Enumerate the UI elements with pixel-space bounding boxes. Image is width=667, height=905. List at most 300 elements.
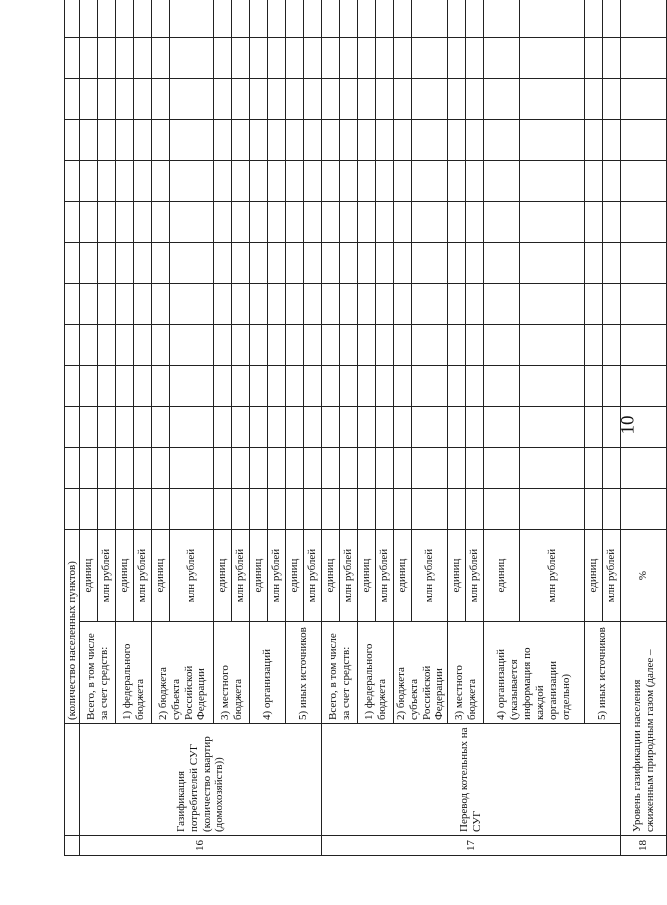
- data-cell: [322, 489, 340, 530]
- data-cell: [394, 489, 412, 530]
- data-cell: [412, 284, 448, 325]
- data-cell: [214, 79, 232, 120]
- unit-label: млн рублей: [376, 530, 394, 622]
- data-cell: [394, 120, 412, 161]
- data-cell: [80, 202, 98, 243]
- sub-indicator-label: 4) организаций: [250, 622, 286, 724]
- data-cell: [603, 202, 621, 243]
- data-cell: [116, 407, 134, 448]
- data-cell: [585, 161, 603, 202]
- data-cell: [65, 0, 80, 38]
- data-cell: [412, 202, 448, 243]
- data-cell: [585, 79, 603, 120]
- data-cell: [585, 120, 603, 161]
- data-cell: [170, 325, 214, 366]
- data-cell: [152, 366, 170, 407]
- data-cell: [250, 79, 268, 120]
- data-cell: [98, 202, 116, 243]
- data-cell: [80, 489, 98, 530]
- data-cell: [286, 161, 304, 202]
- data-cell: [268, 38, 286, 79]
- data-cell: [98, 0, 116, 38]
- data-cell: [358, 120, 376, 161]
- sub-indicator-label: 3) местного бюджета: [448, 622, 484, 724]
- gasification-table: [64, 0, 667, 856]
- data-cell: [170, 366, 214, 407]
- data-cell: [65, 38, 80, 79]
- data-cell: [80, 366, 98, 407]
- data-cell: [134, 0, 152, 38]
- data-cell: [250, 0, 268, 38]
- row-number: 18: [621, 836, 667, 856]
- data-cell: [520, 38, 585, 79]
- data-cell: [116, 366, 134, 407]
- data-cell: [232, 0, 250, 38]
- data-cell: [134, 161, 152, 202]
- data-cell: [448, 38, 466, 79]
- data-cell: [152, 120, 170, 161]
- data-cell: [340, 366, 358, 407]
- unit-label: единиц: [484, 530, 520, 622]
- data-cell: [340, 243, 358, 284]
- data-cell: [80, 448, 98, 489]
- data-cell: [286, 79, 304, 120]
- data-cell: [65, 161, 80, 202]
- data-cell: [358, 161, 376, 202]
- data-cell: [340, 0, 358, 38]
- data-cell: [448, 325, 466, 366]
- data-cell: [376, 38, 394, 79]
- data-cell: [322, 79, 340, 120]
- continuation-label: (количество населенных пунктов): [65, 530, 80, 724]
- data-cell: [214, 161, 232, 202]
- unit-label: млн рублей: [603, 530, 621, 622]
- data-cell: [80, 325, 98, 366]
- data-cell: [152, 243, 170, 284]
- data-cell: [358, 366, 376, 407]
- data-cell: [484, 448, 520, 489]
- data-cell: [65, 448, 80, 489]
- data-cell: [322, 284, 340, 325]
- data-cell: [286, 202, 304, 243]
- data-cell: [134, 325, 152, 366]
- data-cell: [484, 79, 520, 120]
- data-cell: [621, 489, 667, 530]
- data-cell: [484, 366, 520, 407]
- data-cell: [214, 243, 232, 284]
- data-cell: [340, 325, 358, 366]
- sub-indicator-label: 2) бюджета субъекта Российской Федерации: [152, 622, 214, 724]
- data-cell: [448, 489, 466, 530]
- data-cell: [65, 120, 80, 161]
- data-cell: [152, 202, 170, 243]
- data-cell: [170, 284, 214, 325]
- data-cell: [232, 161, 250, 202]
- data-cell: [585, 243, 603, 284]
- data-cell: [286, 407, 304, 448]
- data-cell: [394, 325, 412, 366]
- data-cell: [358, 38, 376, 79]
- data-cell: [617, 407, 667, 448]
- data-cell: [65, 202, 80, 243]
- data-cell: [116, 0, 134, 38]
- data-cell: [340, 489, 358, 530]
- data-cell: [585, 38, 603, 79]
- data-cell: [80, 79, 98, 120]
- data-cell: [603, 489, 621, 530]
- data-cell: [448, 284, 466, 325]
- data-cell: [232, 243, 250, 284]
- data-cell: [304, 38, 322, 79]
- data-cell: [286, 38, 304, 79]
- table-row: [621, 0, 667, 856]
- data-cell: [80, 407, 98, 448]
- data-cell: [603, 284, 621, 325]
- data-cell: [585, 325, 603, 366]
- data-cell: [358, 243, 376, 284]
- data-cell: [412, 243, 448, 284]
- data-cell: [98, 407, 116, 448]
- data-cell: [250, 489, 268, 530]
- data-cell: [152, 448, 170, 489]
- data-cell: [466, 407, 484, 448]
- data-cell: [358, 407, 376, 448]
- unit-label: единиц: [322, 530, 340, 622]
- data-cell: [98, 489, 116, 530]
- data-cell: [232, 120, 250, 161]
- data-cell: [520, 366, 585, 407]
- data-cell: [322, 0, 340, 38]
- data-cell: [621, 79, 667, 120]
- data-cell: [520, 489, 585, 530]
- data-cell: [65, 407, 80, 448]
- data-cell: [340, 284, 358, 325]
- data-cell: [412, 366, 448, 407]
- data-cell: [412, 325, 448, 366]
- data-cell: [340, 79, 358, 120]
- data-cell: [232, 325, 250, 366]
- data-cell: [394, 407, 412, 448]
- data-cell: [603, 448, 621, 489]
- data-cell: [152, 0, 170, 38]
- data-cell: [466, 325, 484, 366]
- data-cell: [286, 366, 304, 407]
- data-cell: [466, 120, 484, 161]
- data-cell: [322, 120, 340, 161]
- data-cell: [466, 161, 484, 202]
- data-cell: [268, 407, 286, 448]
- data-cell: [520, 120, 585, 161]
- unit-label: единиц: [116, 530, 134, 622]
- data-cell: [376, 489, 394, 530]
- data-cell: [286, 0, 304, 38]
- unit-label: единиц: [585, 530, 603, 622]
- data-cell: [232, 79, 250, 120]
- data-cell: [340, 161, 358, 202]
- data-cell: [65, 489, 80, 530]
- data-cell: [170, 202, 214, 243]
- data-cell: [394, 284, 412, 325]
- data-cell: [214, 325, 232, 366]
- data-cell: [152, 161, 170, 202]
- data-cell: [466, 489, 484, 530]
- data-cell: [214, 202, 232, 243]
- data-cell: [621, 366, 667, 407]
- data-cell: [322, 325, 340, 366]
- data-cell: [98, 161, 116, 202]
- data-cell: [134, 202, 152, 243]
- data-cell: [394, 202, 412, 243]
- data-cell: [340, 448, 358, 489]
- data-cell: [520, 325, 585, 366]
- data-cell: [412, 407, 448, 448]
- sub-indicator-label: 1) федерального бюджета: [116, 622, 152, 724]
- data-cell: [65, 243, 80, 284]
- data-cell: [152, 325, 170, 366]
- data-cell: [214, 284, 232, 325]
- data-cell: [322, 202, 340, 243]
- data-cell: [232, 407, 250, 448]
- data-cell: [376, 79, 394, 120]
- data-cell: [152, 407, 170, 448]
- data-cell: [376, 366, 394, 407]
- data-cell: [520, 407, 585, 448]
- data-cell: [286, 120, 304, 161]
- data-cell: [116, 243, 134, 284]
- data-cell: [520, 284, 585, 325]
- data-cell: [250, 407, 268, 448]
- data-cell: [621, 161, 667, 202]
- data-cell: [466, 79, 484, 120]
- data-cell: [466, 366, 484, 407]
- unit-label: единиц: [358, 530, 376, 622]
- data-cell: [484, 243, 520, 284]
- data-cell: [603, 407, 621, 448]
- data-cell: [322, 407, 340, 448]
- data-cell: [152, 79, 170, 120]
- data-cell: [448, 120, 466, 161]
- data-cell: [466, 202, 484, 243]
- data-cell: [152, 489, 170, 530]
- data-cell: [268, 202, 286, 243]
- unit-label: млн рублей: [268, 530, 286, 622]
- data-cell: [412, 120, 448, 161]
- data-cell: [286, 489, 304, 530]
- data-cell: [322, 366, 340, 407]
- data-cell: [376, 202, 394, 243]
- data-cell: [520, 448, 585, 489]
- data-cell: [214, 120, 232, 161]
- data-cell: [448, 0, 466, 38]
- data-cell: [214, 38, 232, 79]
- data-cell: [484, 38, 520, 79]
- data-cell: [250, 243, 268, 284]
- data-cell: [304, 489, 322, 530]
- data-cell: [116, 79, 134, 120]
- data-cell: [376, 161, 394, 202]
- data-cell: [170, 161, 214, 202]
- data-cell: [376, 120, 394, 161]
- data-cell: [376, 448, 394, 489]
- data-cell: [484, 489, 520, 530]
- data-cell: [232, 38, 250, 79]
- row-number: 16: [80, 836, 322, 856]
- data-cell: [322, 448, 340, 489]
- data-cell: [98, 284, 116, 325]
- data-cell: [603, 79, 621, 120]
- data-cell: [412, 489, 448, 530]
- data-cell: [520, 161, 585, 202]
- data-cell: [98, 120, 116, 161]
- data-cell: [304, 120, 322, 161]
- data-cell: [116, 38, 134, 79]
- unit-label: единиц: [80, 530, 98, 622]
- data-cell: [250, 161, 268, 202]
- data-cell: [394, 0, 412, 38]
- data-cell: [448, 243, 466, 284]
- data-cell: [98, 448, 116, 489]
- data-cell: [585, 202, 603, 243]
- data-cell: [116, 161, 134, 202]
- data-cell: [585, 366, 603, 407]
- data-cell: [358, 489, 376, 530]
- data-cell: [484, 120, 520, 161]
- unit-label: млн рублей: [134, 530, 152, 622]
- data-cell: [448, 79, 466, 120]
- data-cell: [394, 38, 412, 79]
- data-cell: [340, 407, 358, 448]
- data-cell: [484, 325, 520, 366]
- data-cell: [358, 448, 376, 489]
- row-number: 17: [322, 836, 621, 856]
- data-cell: [585, 407, 603, 448]
- data-cell: [585, 284, 603, 325]
- data-cell: [484, 0, 520, 38]
- data-cell: [286, 284, 304, 325]
- unit-label: млн рублей: [340, 530, 358, 622]
- unit-label: единиц: [152, 530, 170, 622]
- data-cell: [134, 38, 152, 79]
- data-cell: [466, 0, 484, 38]
- data-cell: [304, 243, 322, 284]
- data-cell: [250, 120, 268, 161]
- data-cell: [603, 161, 621, 202]
- data-cell: [412, 0, 448, 38]
- data-cell: [621, 243, 667, 284]
- data-cell: [250, 366, 268, 407]
- data-cell: [412, 161, 448, 202]
- page-number: 10: [617, 415, 639, 435]
- data-cell: [466, 284, 484, 325]
- sub-indicator-label: Всего, в том числе за счет средств:: [80, 622, 116, 724]
- unit-label: млн рублей: [520, 530, 585, 622]
- sub-indicator-label: 5) иных источников: [286, 622, 322, 724]
- data-cell: [232, 448, 250, 489]
- unit-label: единиц: [394, 530, 412, 622]
- data-cell: [98, 79, 116, 120]
- data-cell: [484, 161, 520, 202]
- data-cell: [603, 120, 621, 161]
- data-cell: [214, 366, 232, 407]
- data-cell: [65, 79, 80, 120]
- data-cell: [520, 243, 585, 284]
- data-cell: [621, 0, 667, 38]
- data-cell: [268, 79, 286, 120]
- number-cell: [65, 836, 80, 856]
- data-cell: [268, 489, 286, 530]
- data-cell: [250, 202, 268, 243]
- data-cell: [376, 284, 394, 325]
- unit-label: единиц: [250, 530, 268, 622]
- data-cell: [134, 120, 152, 161]
- data-cell: [98, 325, 116, 366]
- data-cell: [170, 120, 214, 161]
- data-cell: [214, 0, 232, 38]
- data-cell: [268, 120, 286, 161]
- data-cell: [412, 79, 448, 120]
- data-cell: [304, 0, 322, 38]
- data-cell: [621, 120, 667, 161]
- data-cell: [268, 0, 286, 38]
- data-cell: [170, 243, 214, 284]
- data-cell: [134, 407, 152, 448]
- sub-indicator-label: 3) местного бюджета: [214, 622, 250, 724]
- sub-indicator-label: 5) иных источников: [585, 622, 621, 724]
- data-cell: [80, 161, 98, 202]
- data-cell: [603, 38, 621, 79]
- data-cell: [268, 161, 286, 202]
- data-cell: [304, 202, 322, 243]
- data-cell: [98, 366, 116, 407]
- data-cell: [394, 161, 412, 202]
- data-cell: [603, 366, 621, 407]
- data-cell: [250, 38, 268, 79]
- unit-label: млн рублей: [466, 530, 484, 622]
- data-cell: [98, 243, 116, 284]
- data-cell: [304, 79, 322, 120]
- data-cell: [80, 284, 98, 325]
- data-cell: [466, 38, 484, 79]
- data-cell: [65, 366, 80, 407]
- data-cell: [358, 202, 376, 243]
- data-cell: [603, 0, 621, 38]
- unit-label: млн рублей: [304, 530, 322, 622]
- data-cell: [585, 489, 603, 530]
- data-cell: [268, 366, 286, 407]
- data-cell: [134, 366, 152, 407]
- data-cell: [322, 161, 340, 202]
- data-cell: [412, 38, 448, 79]
- data-cell: [268, 284, 286, 325]
- indicator-name: Перевод котельных на СУГ: [322, 724, 621, 836]
- data-cell: [520, 0, 585, 38]
- unit-label: единиц: [448, 530, 466, 622]
- data-cell: [152, 284, 170, 325]
- data-cell: [286, 448, 304, 489]
- data-cell: [448, 202, 466, 243]
- data-cell: [304, 448, 322, 489]
- data-cell: [358, 79, 376, 120]
- sub-indicator-label: Всего, в том числе за счет средств:: [322, 622, 358, 724]
- data-cell: [466, 243, 484, 284]
- data-cell: [376, 325, 394, 366]
- data-cell: [65, 284, 80, 325]
- data-cell: [448, 407, 466, 448]
- data-cell: [268, 448, 286, 489]
- data-cell: [286, 243, 304, 284]
- data-cell: [250, 448, 268, 489]
- data-cell: [116, 448, 134, 489]
